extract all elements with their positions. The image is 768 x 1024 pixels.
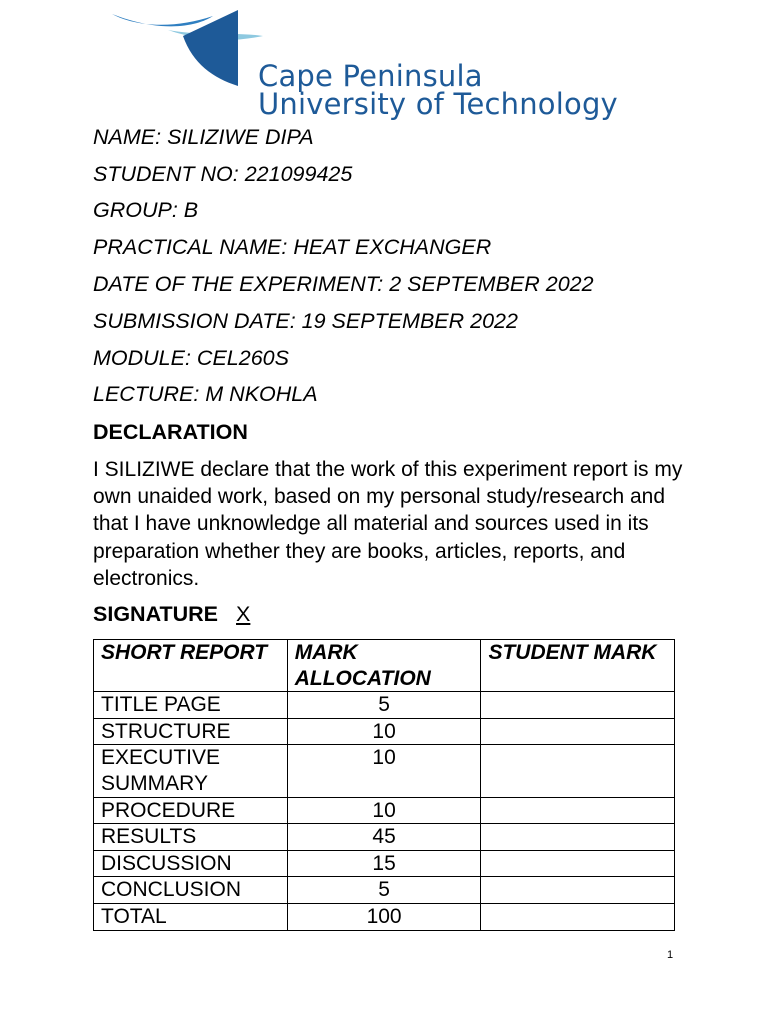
row-allocation: 5 xyxy=(287,692,481,719)
row-student-mark xyxy=(481,797,675,824)
row-item: PROCEDURE xyxy=(94,797,288,824)
university-logo xyxy=(108,6,698,124)
row-allocation: 10 xyxy=(287,797,481,824)
row-item: CONCLUSION xyxy=(94,877,288,904)
row-student-mark xyxy=(481,850,675,877)
row-allocation: 10 xyxy=(287,718,481,745)
table-row xyxy=(94,903,675,930)
header-short-report: SHORT REPORT xyxy=(94,640,288,692)
logo-line-2: University of Technology xyxy=(258,87,618,121)
row-student-mark xyxy=(481,718,675,745)
signature-mark: X xyxy=(236,602,251,626)
row-item: DISCUSSION xyxy=(94,850,288,877)
row-item: TITLE PAGE xyxy=(94,692,288,719)
name-field: NAME: SILIZIWE DIPA xyxy=(93,125,314,149)
declaration-text: I SILIZIWE declare that the work of this experiment report is my own unaided work, based on my personal study/research and that I have unknowledge all material and sources used in its preparation whether they are books, articles, reports, and electronics. xyxy=(93,458,683,590)
row-item: STRUCTURE xyxy=(94,718,288,745)
row-student-mark xyxy=(481,692,675,719)
row-student-mark xyxy=(481,877,675,904)
table-row xyxy=(94,797,675,824)
logo-line-1: Cape Peninsula xyxy=(258,59,483,93)
declaration-title: DECLARATION xyxy=(93,420,248,444)
header-student-mark: STUDENT MARK xyxy=(481,640,675,692)
lecture-field: LECTURE: M NKOHLA xyxy=(93,382,318,406)
experiment-date-field: DATE OF THE EXPERIMENT: 2 SEPTEMBER 2022 xyxy=(93,272,594,296)
logo-swoosh-icon xyxy=(108,6,268,96)
logo-wordmark xyxy=(258,59,618,121)
row-allocation: 100 xyxy=(287,903,481,930)
group-field: GROUP: B xyxy=(93,198,199,222)
marks-table xyxy=(93,639,675,931)
row-allocation: 15 xyxy=(287,850,481,877)
row-student-mark xyxy=(481,824,675,851)
row-item: EXECUTIVE SUMMARY xyxy=(94,745,288,797)
row-allocation: 10 xyxy=(287,745,481,797)
module-field: MODULE: CEL260S xyxy=(93,346,289,370)
table-row xyxy=(94,745,675,797)
table-row xyxy=(94,850,675,877)
practical-name-field: PRACTICAL NAME: HEAT EXCHANGER xyxy=(93,235,492,259)
row-student-mark xyxy=(481,903,675,930)
row-student-mark xyxy=(481,745,675,797)
table-row xyxy=(94,692,675,719)
row-allocation: 45 xyxy=(287,824,481,851)
table-row xyxy=(94,877,675,904)
page-number: 1 xyxy=(667,949,674,961)
table-row xyxy=(94,824,675,851)
signature-line xyxy=(93,601,250,627)
submission-date-field: SUBMISSION DATE: 19 SEPTEMBER 2022 xyxy=(93,309,518,333)
header-mark-allocation: MARK ALLOCATION xyxy=(287,640,481,692)
table-header-row xyxy=(94,640,675,692)
signature-label: SIGNATURE xyxy=(93,602,219,626)
table-row xyxy=(94,718,675,745)
student-no-field: STUDENT NO: 221099425 xyxy=(93,162,353,186)
row-item: RESULTS xyxy=(94,824,288,851)
row-item: TOTAL xyxy=(94,903,288,930)
row-allocation: 5 xyxy=(287,877,481,904)
